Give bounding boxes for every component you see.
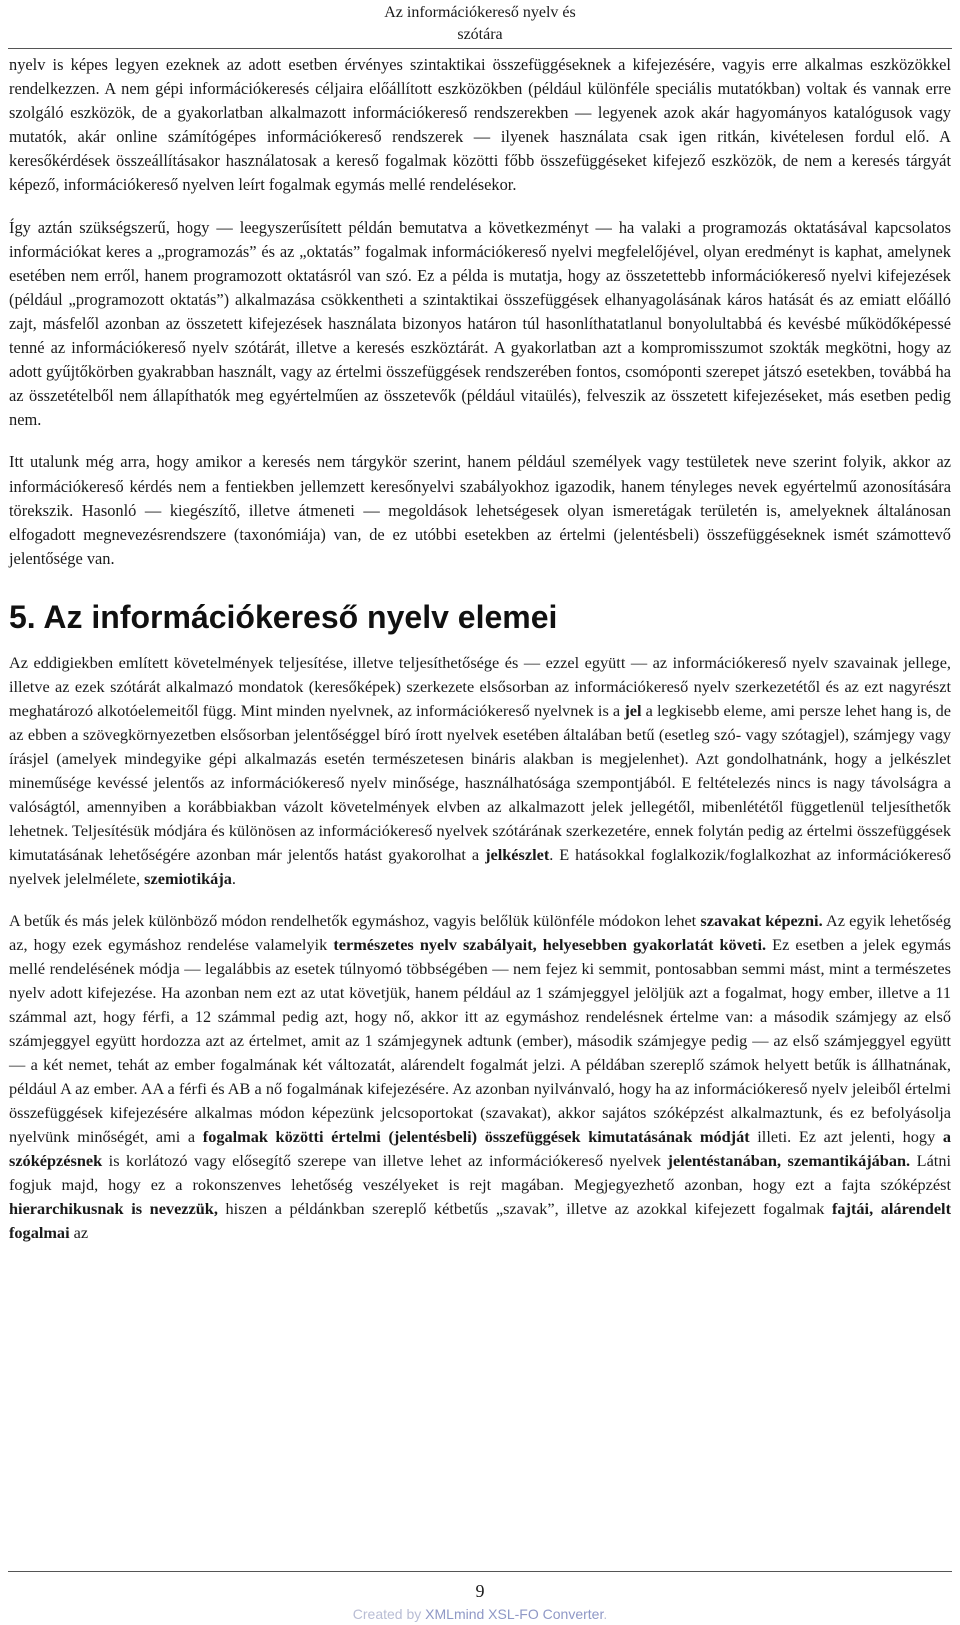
text-run: illeti. Ez azt jelenti, hogy xyxy=(749,1126,943,1146)
text-run: . E hatásokkal foglalkozik/foglalkozhat az információkereső nyelvek jelelmélete, xyxy=(9,844,951,888)
paragraph-continuation xyxy=(9,53,951,198)
emphasis-text: jel xyxy=(624,700,642,720)
emphasis-text: szavakat képezni. xyxy=(700,910,823,930)
paragraph-programozas-example xyxy=(9,216,951,433)
text-run: Az eddigiekben említett követelmények teljesítése, illetve teljesíthetősége és — ezzel együtt — az információkereső nyelv szavainak jellege, illetve az ezek szótárát alkalmazó mondatok (keresőképek) szerkezete elsősorban az információkereső nyelv szerkezetétől és az ezt nagyrészt meghatározó alkotóelemeitől függ. Mint minden nyelvnek, az információkereső nyelvnek is a xyxy=(9,652,951,720)
running-header xyxy=(0,0,960,46)
emphasis-text: jelentéstanában, szemantikájában. xyxy=(667,1150,911,1170)
text-run: is korlátozó vagy elősegítő szerepe van illetve lehet az információkereső nyelvek xyxy=(102,1150,668,1170)
text-run: az xyxy=(69,1222,89,1242)
footer-divider xyxy=(8,1571,952,1572)
text-run: Látni fogjuk majd, hogy ez a rokonszenves lehetőség veszélyeket is rejt magában. Megjegyezhető azonban, hogy ezt a fajta szóképzést xyxy=(9,1150,951,1194)
text-run: Az egyik lehetőség az, hogy ezek egymáshoz rendelése valamelyik xyxy=(9,910,952,954)
text-run: hiszen a példánkban szereplő kétbetűs „szavak”, illetve az azokkal kifejezett fogalmak xyxy=(217,1198,833,1218)
running-header-line-1: Az információkereső nyelv és xyxy=(384,4,576,21)
credit-prefix: Created by xyxy=(352,1606,426,1622)
page-number: 9 xyxy=(475,1581,485,1601)
emphasis-text: a szóképzésnek xyxy=(9,1126,951,1170)
paragraph-language-elements xyxy=(9,651,951,891)
emphasis-text: természetes nyelv szabályait, helyesebben gyakorlatát követi. xyxy=(333,934,767,954)
text-run: Így aztán szükségszerű, hogy — leegyszerűsített példán bemutatva a következményt — ha valaki a programozás oktatásával kapcsolatos információkat keres a „programozás” és az „oktatás” fogalmak információkereső nyelvi megfelelőjével, olyan eredményt is kaphat, amelynek esetében nem erről, hanem programozott oktatásról van szó. Ez a példa is mutatja, hogy az összetettebb információkereső nyelvi kifejezések (például „programozott oktatás”) alkalmazása csökkentheti a szintaktikai összefüggések elhanyagolásának káros hatását és az emiatt előálló zajt, másfelől azonban az összetett kifejezések használata bizonyos határon túl hasonlíthatatlanul bonyolultabbá és kevésbé működőképessé tenné az információkereső nyelv szótárát, illetve a keresés eszköztárát. A gyakorlatban azt a kompromisszumot szokták megkötni, hogy az adott gyűjtőkörben gyakrabban használt, vagy az értelmi összefüggések rendszerében fontos, csomóponti szerepet játszó esetekben, továbbá ha az összetételből nem állapíthatók meg egyértelműen az összetevők (például vitaülés), felveszik az összetett kifejezéseket, más esetben pedig nem. xyxy=(9,217,951,430)
emphasis-text: fajtái, alárendelt fogalmai xyxy=(9,1198,951,1242)
header-divider xyxy=(8,48,952,49)
text-run: Itt utalunk még arra, hogy amikor a keresés nem tárgykör szerint, hanem például személyek vagy testületek neve szerint folyik, akkor az információkereső kérdés nem a fentiekben jellemzett keresőnyelvi szabályokhoz igazodik, hanem tényleges nevek egyértelmű azonosítására törekszik. Hasonló — kiegészítő, illetve átmeneti — megoldások lehetségesek olyan ismeretágak területén is, amelyeknek általánosan elfogadott megnevezésrendszere (taxonómiája) van, de ez utóbbi esetekben az értelmi (jelentésbeli) összefüggéseknek ismét számottevő jelentősége van. xyxy=(9,452,951,568)
converter-credit xyxy=(0,1604,960,1624)
credit-brand-link[interactable]: XMLmind XSL-FO Converter xyxy=(425,1606,604,1622)
emphasis-text: fogalmak közötti értelmi (jelentésbeli) összefüggések kimutatásának módját xyxy=(202,1126,750,1146)
section-heading: 5. Az információkereső nyelv elemei xyxy=(9,598,558,635)
text-run: a legkisebb eleme, ami persze lehet hang is, de az ebben a szövegkörnyezetben elsősorban jelentőséggel bíró írott nyelvek esetében általában betű (esetleg szó- vagy szótagjel), számjegy vagy írásjel (amelyek mindegyike gépi alkalmazás esetén természetesen bináris alakban is megjelenhet). Azt gondolhatnánk, hogy a jelkészlet mineműsége kevéssé jelentős az információkereső nyelv minősége, használhatósága szempontjából. E feltételezés nincs is nagy távolságra a valóságtól, amennyiben a korábbiakban vázolt követelmények elvben az alkalmazott jelek jellegétől, mibenlététől függetlenül teljesíthetők lehetnek. Teljesítésük módjára és különösen az információkereső nyelvek szótárának szerkezetére, ennek folytán pedig az értelmi összefüggések kimutatásának lehetőségére azonban már jelentős hatást gyakorolhat a xyxy=(9,700,951,864)
paragraph-word-formation xyxy=(9,909,951,1245)
text-run: . xyxy=(231,868,236,888)
page-body xyxy=(9,53,951,1245)
credit-suffix: . xyxy=(603,1606,608,1622)
emphasis-text: hierarchikusnak is nevezzük, xyxy=(9,1198,218,1218)
text-run: A betűk és más jelek különböző módon rendelhetők egymáshoz, vagyis belőlük különféle módokon lehet xyxy=(9,910,701,930)
paragraph-name-search xyxy=(9,450,951,570)
text-run: Ez esetben a jelek egymás mellé rendelésének módja — legalábbis az esetek túlnyomó többségében — nem fejez ki semmit, pontosabban semmi mást, mint a természetes nyelv adott kifejezése. Ha azonban nem ezt az utat követjük, hanem például az 1 számjeggyel jelöljük azt a fogalmat, hogy ember, illetve a 11 számmal azt, hogy férfi, a 12 számmal pedig azt, hogy nő, akkor itt az egymáshoz rendelésnek értelme van: a második számjegy az első számjeggyel együtt hordozza azt az értelmet, amit az 1 számjegynek adtunk (ember), második számjegye pedig — az első számjeggyel együtt — a két nemet, tehát az ember fogalmának két változatát, alárendelt fogalmát jelzi. A példában szereplő számok helyett betűk is állhatnának, például A az ember. AA a férfi és AB a nő fogalmának kifejezésére. Az azonban nyilvánvaló, hogy ha az információkereső nyelv jeleiből értelmi összefüggések kifejezésére alkalmas módon képezünk jelcsoportokat (szavakat), akkor sajátos szóképzést alkalmaztunk, és ez befolyásolja nyelvünk minőségét, ami a xyxy=(9,934,951,1146)
text-run: nyelv is képes legyen ezeknek az adott esetben érvényes szintaktikai összefüggéseknek a kifejezésére, vagyis erre alkalmas eszközökkel rendelkezzen. A nem gépi információkeresés céljaira előállított eszközökben (például különféle speciális mutatókban) voltak és vannak erre szolgáló eszközök, de a gyakorlatban alkalmazott információkereső rendszerekben — legyenek azok akár hagyományos katalógusok vagy mutatók, akár online számítógépes információkereső rendszerek — ilyenek használata csak igen ritkán, kivételesen fordul elő. A keresőkérdések összeállításakor használatosak a kereső fogalmak közötti főbb összefüggéseket kifejező eszközök, de nem a keresés tárgyát képező, információkereső nyelven leírt fogalmak egymás mellé rendelésekor. xyxy=(9,55,951,195)
emphasis-text: jelkészlet xyxy=(485,844,550,864)
running-header-line-2: szótára xyxy=(457,26,503,43)
emphasis-text: szemiotikája xyxy=(144,868,232,888)
